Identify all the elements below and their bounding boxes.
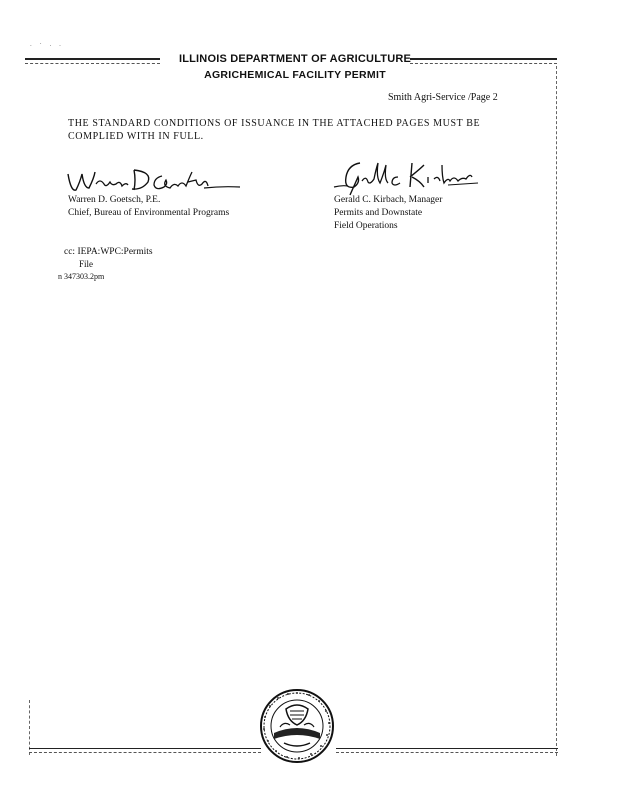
footer-rule-right [336,748,558,749]
footer-rule-right-dashed [336,752,558,753]
left-border [29,700,30,755]
signer-name-left: Warren D. Goetsch, P.E. [68,195,161,205]
header-rule-right [410,58,557,60]
permit-type-title: AGRICHEMICAL FACILITY PERMIT [204,69,386,81]
state-seal-icon [258,687,336,765]
footer-rule-left-dashed [29,752,261,753]
header-rule-left-dashed [25,63,160,64]
conditions-statement: THE STANDARD CONDITIONS OF ISSUANCE IN THE ATTACHED PAGES MUST BE COMPLIED WITH IN FULL. [68,118,481,142]
file-id: n 347303.2pm [58,272,105,281]
signer-title-left: Chief, Bureau of Environmental Programs [68,208,230,218]
footer-rule-left [29,748,261,749]
file-line: File [79,259,94,269]
page-reference: Smith Agri-Service /Page 2 [388,92,498,103]
header-rule-left [25,58,160,60]
signer-name-right: Gerald C. Kirbach, Manager [334,195,443,205]
header-rule-right-dashed [410,63,557,64]
signer-title-right-line2: Field Operations [334,221,398,231]
cc-line: cc: IEPA:WPC:Permits [64,247,153,257]
agency-title: ILLINOIS DEPARTMENT OF AGRICULTURE [178,53,412,65]
right-border [556,66,557,756]
signer-title-right-line1: Permits and Downstate [334,208,423,218]
scan-marks: . · . . [30,40,64,48]
